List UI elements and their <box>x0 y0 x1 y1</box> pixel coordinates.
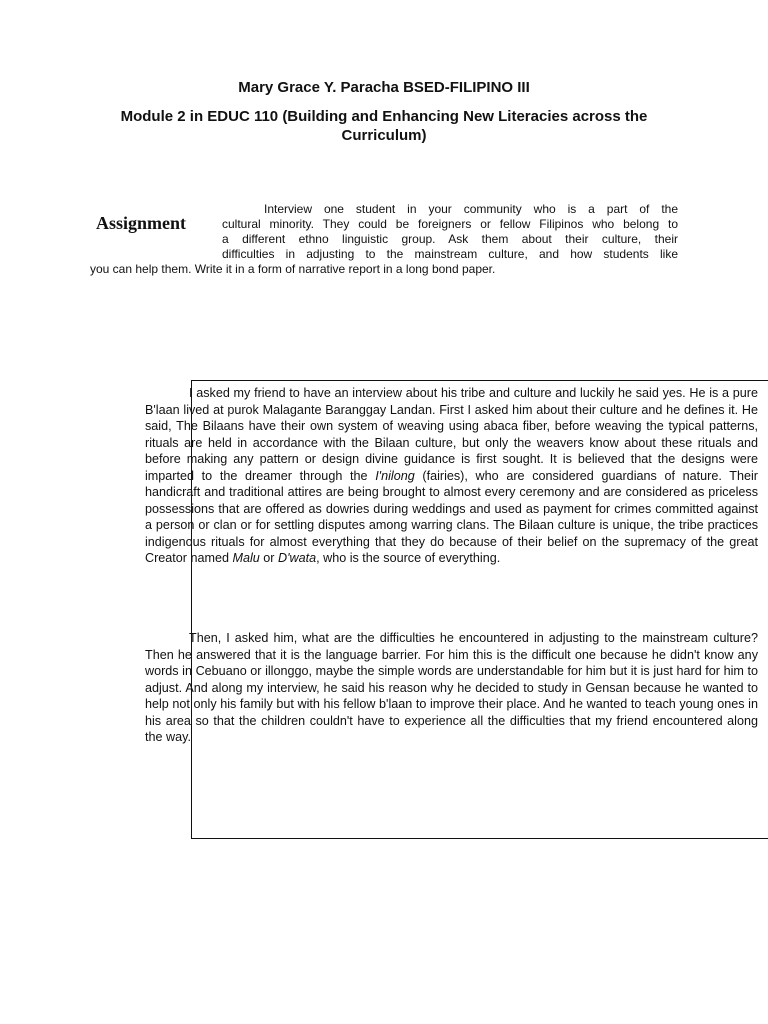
module-title: Module 2 in EDUC 110 (Building and Enhancing New Literacies across the Curriculum) <box>120 108 648 144</box>
malu-term: Malu <box>232 551 260 565</box>
dwata-term: D'wata <box>278 551 317 565</box>
narrative-paragraph-1 <box>145 385 758 567</box>
narrative-p1-or: or <box>259 551 278 565</box>
assignment-line-2: cultural minority. They could be foreigners or fellow Filipinos who belong to <box>222 217 678 231</box>
assignment-line-3: a different ethno linguistic group. Ask them about their culture, their <box>222 232 678 246</box>
assignment-line-5: you can help them. Write it in a form of narrative report in a long bond paper. <box>90 262 496 276</box>
narrative-p1-part-a: I asked my friend to have an interview about his tribe and culture and luckily he said yes. He is a pure B'laan lived at purok Malagante Baranggay Landan. First I asked him about their culture and he defines it. He said, The Bilaans have their own system of weaving using abaca fiber, before weaving the typical patterns, rituals are held in accordance with the Bilaan culture, but only the weavers know about these rituals and before making any pattern or design divine guidance is first sought. It is believed that the designs were imparted to the dreamer through the <box>145 386 758 483</box>
narrative-p1-part-b: (fairies), who are considered guardians of nature. Their handicraft and traditional attires are being brought to almost every ceremony and are considered as priceless possessions that are offered as dowries during weddings and used as payment for crimes committed against a person or clan or for settling disputes among warring clans. The Bilaan culture is unique, the tribe practices indigenous rituals for almost everything that they do because of their belief on the supremacy of the great Creator named <box>145 468 758 565</box>
assignment-instructions <box>222 202 678 262</box>
narrative-p1-part-c: , who is the source of everything. <box>316 551 501 565</box>
assignment-line-4: difficulties in adjusting to the mainstream culture, and how students like <box>222 247 678 261</box>
author-line: Mary Grace Y. Paracha BSED-FILIPINO III <box>238 79 530 96</box>
inilong-term: I'nilong <box>375 468 415 483</box>
narrative-paragraph-2: Then, I asked him, what are the difficulties he encountered in adjusting to the mainstream culture? Then he answered that it is the language barrier. For him this is the difficult one because he didn't know any words in Cebuano or illonggo, maybe the simple words are understandable for him but it is just hard for him to adjust. And along my interview, he said his reason why he decided to study in Gensan because he wanted to help not only his family but with his fellow b'laan to improve their place. And he wanted to teach young ones in his area so that the children couldn't have to experience all the difficulties that my friend encountered along the way. <box>145 631 758 744</box>
assignment-line-1: Interview one student in your community who is a part of the <box>264 202 678 216</box>
assignment-heading: Assignment <box>96 213 187 233</box>
